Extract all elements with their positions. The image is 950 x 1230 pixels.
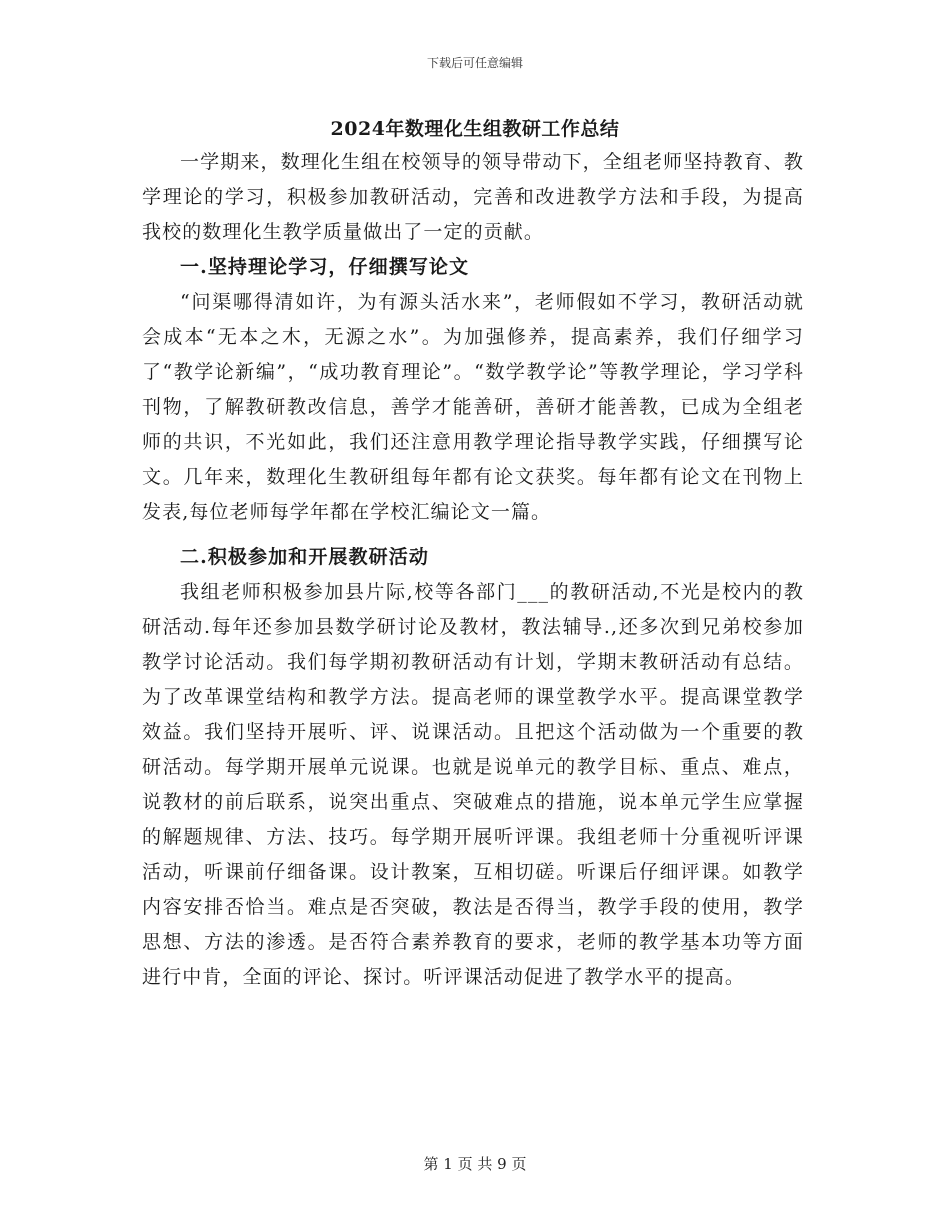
section-heading-1: 一.坚持理论学习，仔细撰写论文 (180, 256, 470, 278)
section-paragraph-2: 我组老师积极参加县片际,校等各部门___的教研活动,不光是校内的教研活动.每年还参加县数学研讨论及教材，教法辅导.,还多次到兄弟校参加教学讨论活动。我们每学期初教研活动有计划，学期末教研活动有总结。为了改革课堂结构和教学方法。提高老师的课堂教学水平。提高课堂教学效益。我们坚持开展听、评、说课活动。且把这个活动做为一个重要的教研活动。每学期开展单元说课。也就是说单元的教学目标、重点、难点，说教材的前后联系，说突出重点、突破难点的措施，说本单元学生应掌握的解题规律、方法、技巧。每学期开展听评课。我组老师十分重视听评课活动，听课前仔细备课。设计教案，互相切磋。听课后仔细评课。如教学内容安排否恰当。难点是否突破，教法是否得当，教学手段的使用，教学思想、方法的渗透。是否符合素养教育的要求，老师的教学基本功等方面进行中肯，全面的评论、探讨。听评课活动促进了教学水平的提高。 (142, 581, 804, 988)
document-body (142, 145, 804, 995)
intro-paragraph: 一学期来，数理化生组在校领导的领导带动下，全组老师坚持教育、教学理论的学习，积极参加教研活动，完善和改进教学方法和手段，为提高我校的数理化生教学质量做出了一定的贡献。 (142, 151, 804, 243)
section-paragraph-1: “问渠哪得清如许，为有源头活水来”，老师假如不学习，教研活动就会成本“无本之木，无源之水”。为加强修养，提高素养，我们仔细学习了“教学论新编”，“成功教育理论”。“数学教学论”等教学理论，学习学科刊物，了解教研教改信息，善学才能善研，善研才能善教，已成为全组老师的共识，不光如此，我们还注意用教学理论指导教学实践，仔细撰写论文。几年来，数理化生教研组每年都有论文获奖。每年都有论文在刊物上发表,每位老师每学年都在学校汇编论文一篇。 (142, 291, 804, 523)
header-note: 下载后可任意编辑 (426, 56, 523, 70)
page-footer: 第 1 页 共 9 页 (423, 1155, 527, 1173)
section-gap (142, 530, 804, 540)
section-heading-2: 二.积极参加和开展教研活动 (180, 546, 429, 568)
document-title: 2024年数理化生组教研工作总结 (330, 118, 620, 140)
